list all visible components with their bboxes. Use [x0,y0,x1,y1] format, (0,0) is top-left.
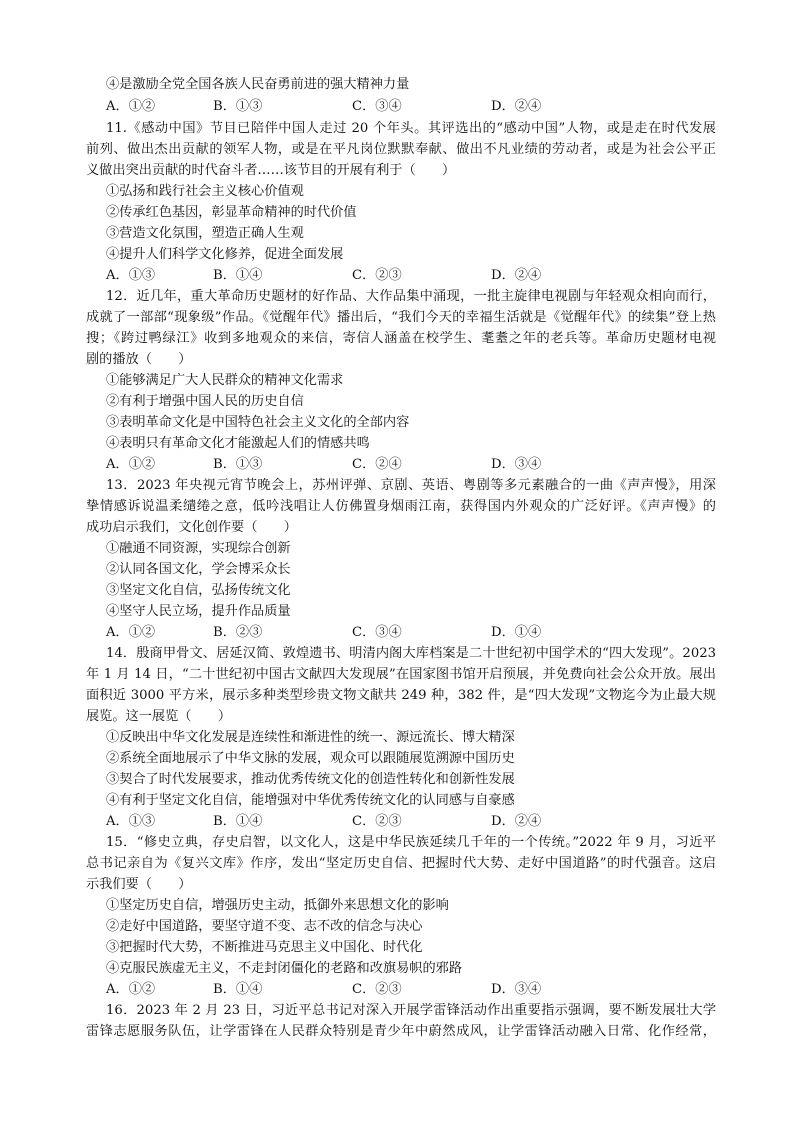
q13-option-c: C．③④ [352,625,402,640]
q16-stem-line-1: 16．2023 年 2 月 23 日，习近平总书记对深入开展学雷锋活动作出重要指示强调，要不断发展壮大学 [106,1003,716,1018]
q10-option-c: C．③④ [352,99,402,114]
q11-item-1: ①弘扬和践行社会主义核心价值观 [106,184,304,199]
q11-item-3: ③营造文化氛围，塑造正确人生观 [106,226,304,241]
q14-option-c: C．②③ [352,814,402,829]
q11-option-c: C．②③ [352,268,402,283]
q13-item-2: ②认同各国文化，学会博采众长 [106,562,291,577]
q12-item-4: ④表明只有革命文化才能激起人们的情感共鸣 [106,436,370,451]
q14-stem-line-3: 面积近 3000 平方米，展示多种类型珍贵文物文献共 249 种，382 件，是“四大发现”文物迄今为止最大规 [86,688,716,703]
q13-option-d: D．①④ [491,625,542,640]
q13-option-b: B．②③ [213,625,263,640]
q14-stem-line-4: 展览。这一展览（ ） [86,709,232,724]
q12-stem-line-1: 12．近几年，重大革命历史题材的好作品、大作品集中涌现，一批主旋律电视剧与年轻观众相向而行， [106,289,716,304]
q15-stem-line-2: 总书记亲自为《复兴文库》作序，发出“坚定历史自信、把握时代大势、走好中国道路”的时代强音。这启 [86,856,716,871]
q13-stem-line-2: 挚情感诉说温柔缱绻之意，低吟浅唱让人仿佛置身烟雨江南，获得国内外观众的广泛好评。《声声慢》的 [86,499,716,514]
q11-stem-line-1: 11.《感动中国》节目已陪伴中国人走过 20 个年头。其评选出的“感动中国”人物，或是走在时代发展 [106,121,716,136]
q14-stem-line-2: 年 1 月 14 日，“二十世纪初中国古文献四大发现展”在国家图书馆开启预展，并免费向社会公众开放。展出 [86,667,716,682]
q12-item-3: ③表明革命文化是中国特色社会主义文化的全部内容 [106,415,410,430]
q15-stem-line-1: 15．“修史立典，存史启智，以文化人，这是中华民族延续几千年的一个传统。”2022 年 9 月，习近平 [106,835,716,850]
q14-stem-line-1: 14．殷商甲骨文、居延汉简、敦煌遗书、明清内阁大库档案是二十世纪初中国学术的“四大发现”。2023 [106,646,716,661]
q11-stem-line-3: 义做出突出贡献的时代奋斗者……该节目的开展有利于（ ） [86,163,456,178]
q14-item-4: ④有利于坚定文化自信，能增强对中华优秀传统文化的认同感与自豪感 [106,793,515,808]
q15-item-1: ①坚定历史自信，增强历史主动，抵御外来思想文化的影响 [106,898,449,913]
q12-stem-line-3: 搜；《跨过鸭绿江》收到多地观众的来信，寄信人涵盖在校学生、耄耋之年的老兵等。革命历史题材电视 [86,331,716,346]
q12-stem-line-4: 剧的播放（ ） [86,352,192,367]
q14-item-2: ②系统全面地展示了中华文脉的发展，观众可以跟随展览溯源中国历史 [106,751,515,766]
q16-stem-line-2: 雷锋志愿服务队伍，让学雷锋在人民群众特别是青少年中蔚然成风，让学雷锋活动融入日常、化作经常， [86,1024,716,1039]
q15-item-3: ③把握时代大势，不断推进马克思主义中国化、时代化 [106,940,423,955]
q14-item-3: ③契合了时代发展要求，推动优秀传统文化的创造性转化和创新性发展 [106,772,515,787]
q12-option-b: B．①③ [213,457,263,472]
q10-option-b: B．①③ [213,99,263,114]
q13-item-3: ③坚定文化自信，弘扬传统文化 [106,583,291,598]
q11-option-a: A．①③ [106,268,156,283]
q15-item-2: ②走好中国道路，要坚守道不变、志不改的信念与决心 [106,919,423,934]
q14-option-a: A．①③ [106,814,156,829]
q10-item-4: ④是激励全党全国各族人民奋勇前进的强大精神力量 [106,77,410,92]
q15-option-d: D．③④ [491,982,542,997]
q13-item-4: ④坚守人民立场，提升作品质量 [106,604,291,619]
q15-item-4: ④克服民族虚无主义，不走封闭僵化的老路和改旗易帜的邪路 [106,961,463,976]
q12-option-c: C．②④ [352,457,402,472]
q13-option-a: A．①② [106,625,156,640]
q10-option-d: D．②④ [491,99,542,114]
q15-option-b: B．①④ [213,982,263,997]
q12-item-1: ①能够满足广大人民群众的精神文化需求 [106,373,344,388]
q15-option-a: A．①② [106,982,156,997]
q10-option-a: A．①② [106,99,156,114]
q12-stem-line-2: 成就了一部部“现象级”作品。《觉醒年代》播出后，“我们今天的幸福生活就是《觉醒年代》的续集”登上热 [86,310,716,325]
q13-stem-line-3: 成功启示我们，文化创作要（ ） [86,520,297,535]
q11-stem-line-2: 前列、做出杰出贡献的领军人物，或是在平凡岗位默默奉献、做出不凡业绩的劳动者，或是为社会公平正 [86,142,716,157]
q12-option-a: A．①② [106,457,156,472]
q11-option-b: B．①④ [213,268,263,283]
q14-option-b: B．①④ [213,814,263,829]
q15-stem-line-3: 示我们要（ ） [86,877,192,892]
q14-item-1: ①反映出中华文化发展是连续性和渐进性的统一、源远流长、博大精深 [106,730,515,745]
q15-option-c: C．②③ [352,982,402,997]
q11-item-4: ④提升人们科学文化修养，促进全面发展 [106,247,344,262]
q13-stem-line-1: 13．2023 年央视元宵节晚会上，苏州评弹、京剧、英语、粤剧等多元素融合的一曲《声声慢》，用深 [106,478,716,493]
q11-item-2: ②传承红色基因，彰显革命精神的时代价值 [106,205,357,220]
q13-item-1: ①融通不同资源，实现综合创新 [106,541,291,556]
q12-item-2: ②有利于增强中国人民的历史自信 [106,394,304,409]
q12-option-d: D．③④ [491,457,542,472]
q11-option-d: D．②④ [491,268,542,283]
q14-option-d: D．②④ [491,814,542,829]
